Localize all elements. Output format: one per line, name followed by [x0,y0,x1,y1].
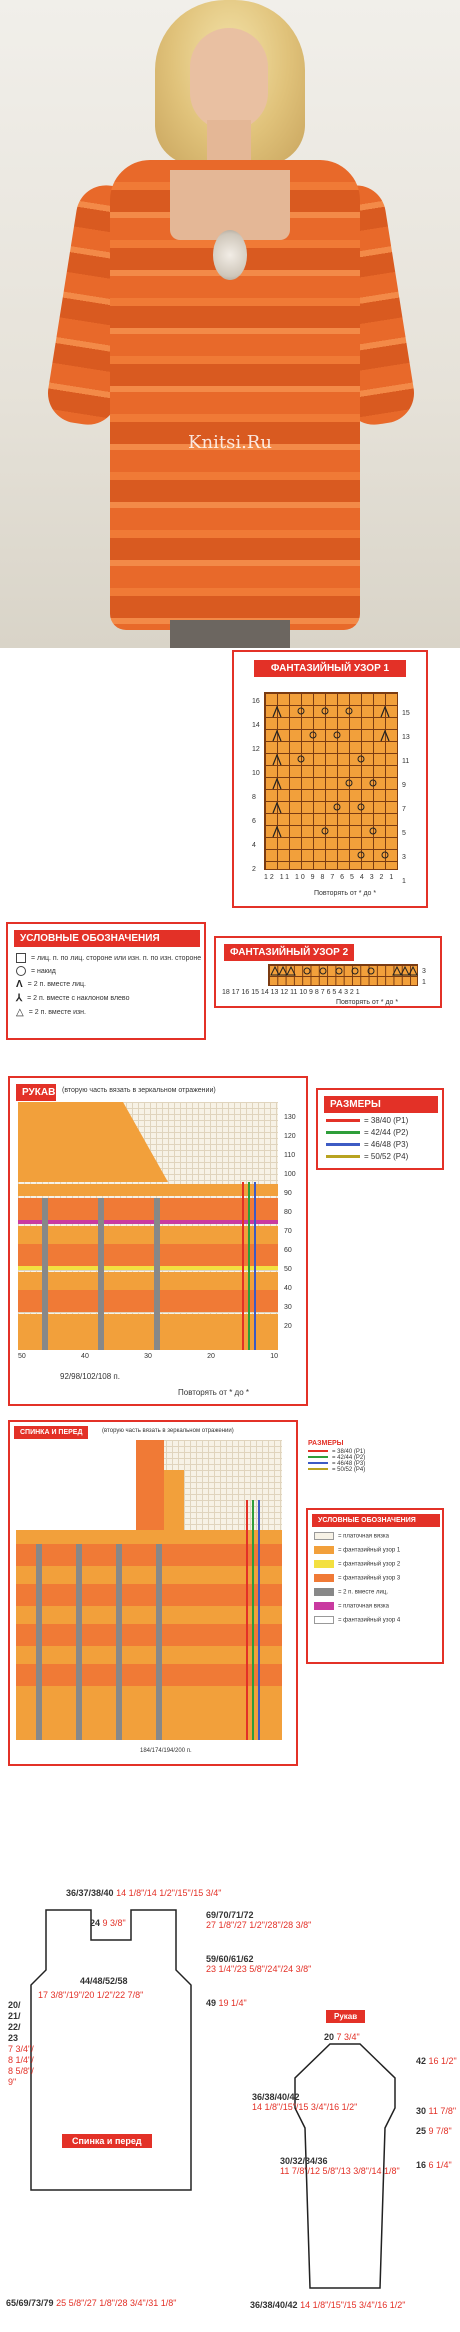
sleeve-band [18,1226,278,1244]
size-line-icon [308,1462,328,1464]
body-column [36,1544,42,1740]
sleeve-label: Рукав [326,2010,365,2023]
size-line-icon [326,1131,360,1134]
sleeve-right2: 30 11 7/8" [416,2106,457,2116]
body-band [16,1530,282,1544]
pattern2-rows: 3 1 [422,968,426,986]
body-bottom-measure: 65/69/73/79 25 5/8"/27 1/8"/28 3/4"/31 1/8" [6,2298,177,2308]
legend-item-k2tog: Λ = 2 п. вместе лиц. [16,979,86,990]
body-sizes-title: РАЗМЕРЫ [308,1440,344,1447]
size-line-red [246,1500,248,1740]
sleeve-column [98,1198,104,1350]
sleeve-band [18,1244,278,1266]
legs [170,620,290,648]
pattern1-grid [264,692,398,870]
sizes-list: = 38/40 (Р1) = 42/44 (Р2) = 46/48 (Р3) = 50/52 (Р4) [326,1116,408,1161]
swatch-icon [314,1616,334,1624]
sleeve-right1: 42 16 1/2" [416,2056,457,2066]
body-armhole [164,1470,184,1530]
sleeve-band [18,1272,278,1290]
sleeve-y-ticks: 130 120 110 100 90 80 70 60 50 40 30 20 [284,1114,296,1330]
pattern2-symbols [269,965,419,987]
body-column [156,1544,162,1740]
body-chart [16,1440,282,1740]
body-neck-cutout [16,1440,136,1530]
legend-title: УСЛОВНЫЕ ОБОЗНАЧЕНИЯ [14,930,200,947]
size-line-icon [326,1155,360,1158]
body-band [16,1584,282,1606]
body-band [16,1566,282,1584]
sleeve-bottom-measure: 36/38/40/42 14 1/8"/15"/15 3/4"/16 1/2" [250,2300,406,2310]
body-band [16,1646,282,1664]
swatch-icon [314,1560,334,1568]
sleeve-top-measure: 20 7 3/4" [324,2032,360,2042]
sizes-box [316,1088,444,1170]
sleeve-title: РУКАВ [16,1084,56,1101]
pattern1-rows-right: 15 13 11 9 7 5 3 1 [402,710,410,885]
sleeve-column [154,1198,160,1350]
pattern1-box [232,650,428,908]
size-line-blue [258,1500,260,1740]
swatch-icon [314,1574,334,1582]
body-band [16,1686,282,1740]
body-middle-inch: 17 3/8"/19"/20 1/2"/22 7/8" [38,1990,144,2000]
legend-item-yo: = накид [16,966,204,976]
body-right-low: 49 19 1/4" [206,1998,247,2008]
body-neck-measure: 24 9 3/8" [90,1918,126,1928]
pattern1-symbols [265,693,399,871]
pattern2-box [214,936,442,1008]
body-shoulder [136,1440,164,1530]
sleeve-box [8,1076,308,1406]
legend-box [6,922,206,1040]
body-legend-box [306,1508,444,1664]
size-line-icon [308,1450,328,1452]
pattern2-title: ФАНТАЗИЙНЫЙ УЗОР 2 [224,944,354,961]
body-right-top: 69/70/71/72 27 1/8"/27 1/2"/28"/28 3/8" [206,1910,312,1930]
swatch-icon [314,1602,334,1610]
size-line-icon [326,1143,360,1146]
legend-item-p2tog: △ = 2 п. вместе изн. [16,1007,86,1018]
brooch [213,230,247,280]
size-line-green [252,1500,254,1740]
triangle-icon: △ [16,1007,24,1018]
size-line-green [248,1182,250,1350]
legend-item-knit: = лиц. п. по лиц. стороне или изн. п. по изн. стороне [16,953,204,963]
swatch-icon [314,1588,334,1596]
body-label: Спинка и перед [62,2134,152,2148]
swatch-icon [314,1532,334,1540]
sleeve-band [18,1220,278,1224]
sleeve-upper-measure: 36/38/40/42 14 1/8"/15"/15 3/4"/16 1/2" [252,2092,358,2112]
size-line-blue [254,1182,256,1350]
body-middle-measure: 44/48/52/58 [80,1976,128,1986]
size-line-icon [326,1119,360,1122]
sleeve-band [18,1266,278,1270]
sleeve-band [18,1290,278,1312]
body-title: СПИНКА И ПЕРЕД [14,1426,88,1439]
pattern2-grid [268,964,418,986]
sleeve-stitches: 92/98/102/108 п. [60,1372,120,1381]
legend-item-ssk: ⅄ = 2 п. вместе с наклоном влево [16,993,130,1004]
sizes-title: РАЗМЕРЫ [324,1096,438,1113]
sleeve-x-ticks: 50 40 30 20 10 [18,1353,278,1360]
left-lean-icon: ⅄ [16,993,23,1004]
pattern1-cols: 12 11 10 9 8 7 6 5 4 3 2 1 [264,874,396,881]
body-legend-list: = платочная вязка = фантазийный узор 1 = фантазийный узор 2 = фантазийный узор 3 = 2 п. вместе лиц. = платочная вязка = фантазийный узор 4 [314,1532,442,1624]
body-stitches: 184/174/194/200 п. [140,1748,192,1754]
legend-list [16,950,204,1018]
body-band [16,1664,282,1686]
empty-square-icon [16,953,26,963]
swatch-icon [314,1546,334,1554]
sleeve-repeat: Повторять от * до * [178,1388,249,1397]
size-line-red [242,1182,244,1350]
pattern1-repeat: Повторять от * до * [314,890,377,897]
pattern1-rows-left: 16 14 12 10 8 6 4 2 [252,698,260,873]
schematic-sleeve [250,2010,460,2332]
body-box [8,1420,298,1766]
body-legend-title: УСЛОВНЫЕ ОБОЗНАЧЕНИЯ [312,1514,440,1527]
body-side-measure: 20/ 21/ 22/ 23 7 3/4"/ 8 1/4"/ 8 5/8"/ 9" [8,2000,34,2087]
body-note: (вторую часть вязать в зеркальном отражении) [102,1428,234,1434]
pattern2-repeat: Повторять от * до * [336,999,399,1006]
sleeve-chart [18,1102,278,1350]
size-line-icon [308,1456,328,1458]
watermark: Knitsi.Ru [188,432,272,453]
body-sizes-box: РАЗМЕРЫ = 38/40 (Р1) = 42/44 (Р2) = 46/48 (Р3) = 50/52 (Р4) [308,1440,438,1496]
sleeve-cap [18,1102,168,1182]
sleeve-right4: 16 6 1/4" [416,2160,452,2170]
sleeve-right3: 25 9 7/8" [416,2126,452,2136]
lambda-icon: Λ [16,979,23,990]
sleeve-band [18,1198,278,1220]
model-photo [0,0,460,648]
body-top-measure: 36/37/38/40 14 1/8"/14 1/2"/15"/15 3/4" [66,1888,222,1898]
model-face [190,28,268,130]
sleeve-note: (вторую часть вязать в зеркальном отражении) [62,1087,216,1094]
body-right-mid: 59/60/61/62 23 1/4"/23 5/8"/24"/24 3/8" [206,1954,312,1974]
body-band [16,1544,282,1566]
body-band [16,1606,282,1624]
sleeve-column [42,1198,48,1350]
pattern1-title: ФАНТАЗИЙНЫЙ УЗОР 1 [254,660,406,677]
sleeve-band [18,1314,278,1350]
size-line-icon [308,1468,328,1470]
sleeve-band [18,1184,278,1196]
body-column [116,1544,122,1740]
sleeve-lower-measure: 30/32/34/36 11 7/8"/12 5/8"/13 3/8"/14 1/8" [280,2156,400,2176]
pattern2-cols: 18 17 16 15 14 13 12 11 10 9 8 7 6 5 4 3 2 1 [222,989,360,996]
body-band [16,1624,282,1646]
body-outline [26,1900,196,2200]
circle-icon [16,966,26,976]
body-column [76,1544,82,1740]
